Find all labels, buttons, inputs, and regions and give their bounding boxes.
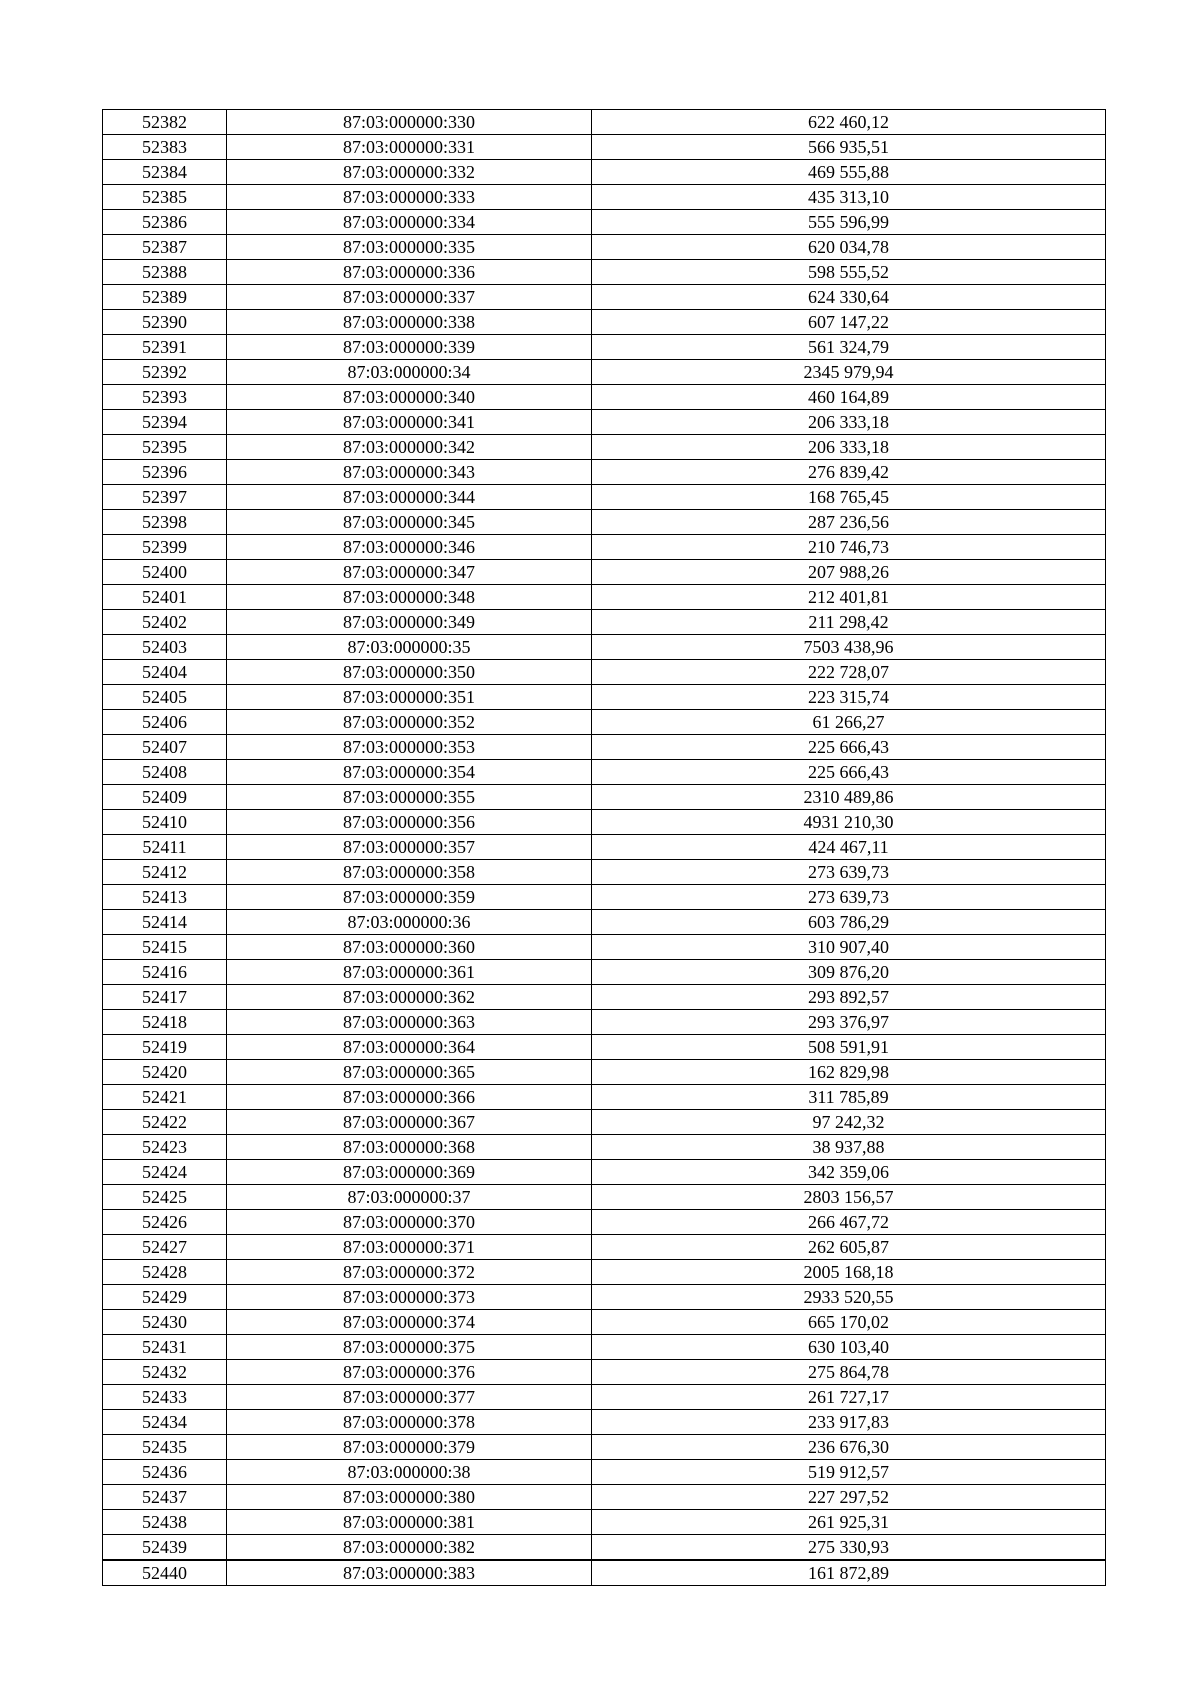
cadastral-number-cell: 87:03:000000:330 [227, 110, 592, 135]
row-number-cell: 52426 [103, 1210, 227, 1235]
value-cell: 4931 210,30 [592, 810, 1106, 835]
row-number-cell: 52409 [103, 785, 227, 810]
table-row [103, 1210, 1106, 1235]
cadastral-number-cell: 87:03:000000:354 [227, 760, 592, 785]
value-cell: 293 892,57 [592, 985, 1106, 1010]
row-number-cell: 52431 [103, 1335, 227, 1360]
table-row [103, 710, 1106, 735]
table-row [103, 1310, 1106, 1335]
row-number-cell: 52432 [103, 1360, 227, 1385]
row-number-cell: 52397 [103, 485, 227, 510]
table-row [103, 160, 1106, 185]
table-row [103, 1035, 1106, 1060]
cadastral-number-cell: 87:03:000000:362 [227, 985, 592, 1010]
value-cell: 630 103,40 [592, 1335, 1106, 1360]
row-number-cell: 52391 [103, 335, 227, 360]
row-number-cell: 52401 [103, 585, 227, 610]
value-cell: 2933 520,55 [592, 1285, 1106, 1310]
value-cell: 2803 156,57 [592, 1185, 1106, 1210]
value-cell: 206 333,18 [592, 435, 1106, 460]
row-number-cell: 52436 [103, 1460, 227, 1485]
row-number-cell: 52423 [103, 1135, 227, 1160]
cadastral-number-cell: 87:03:000000:333 [227, 185, 592, 210]
table-row [103, 1535, 1106, 1561]
table-row [103, 760, 1106, 785]
cadastral-value-table [102, 109, 1106, 1586]
value-cell: 275 330,93 [592, 1535, 1106, 1561]
cadastral-number-cell: 87:03:000000:347 [227, 560, 592, 585]
value-cell: 555 596,99 [592, 210, 1106, 235]
table-row [103, 735, 1106, 760]
row-number-cell: 52418 [103, 1010, 227, 1035]
value-cell: 212 401,81 [592, 585, 1106, 610]
cadastral-number-cell: 87:03:000000:379 [227, 1435, 592, 1460]
cadastral-number-cell: 87:03:000000:378 [227, 1410, 592, 1435]
table-row [103, 985, 1106, 1010]
table-row [103, 185, 1106, 210]
row-number-cell: 52421 [103, 1085, 227, 1110]
cadastral-number-cell: 87:03:000000:355 [227, 785, 592, 810]
table-row [103, 1235, 1106, 1260]
table-row [103, 485, 1106, 510]
cadastral-number-cell: 87:03:000000:35 [227, 635, 592, 660]
table-row [103, 660, 1106, 685]
table-row [103, 385, 1106, 410]
row-number-cell: 52438 [103, 1510, 227, 1535]
value-cell: 607 147,22 [592, 310, 1106, 335]
table-row [103, 1560, 1106, 1586]
value-cell: 624 330,64 [592, 285, 1106, 310]
row-number-cell: 52419 [103, 1035, 227, 1060]
table-row [103, 510, 1106, 535]
value-cell: 207 988,26 [592, 560, 1106, 585]
cadastral-number-cell: 87:03:000000:348 [227, 585, 592, 610]
cadastral-number-cell: 87:03:000000:374 [227, 1310, 592, 1335]
cadastral-number-cell: 87:03:000000:338 [227, 310, 592, 335]
value-cell: 210 746,73 [592, 535, 1106, 560]
cadastral-number-cell: 87:03:000000:363 [227, 1010, 592, 1035]
row-number-cell: 52389 [103, 285, 227, 310]
row-number-cell: 52440 [103, 1560, 227, 1586]
row-number-cell: 52394 [103, 410, 227, 435]
table-row [103, 435, 1106, 460]
cadastral-number-cell: 87:03:000000:361 [227, 960, 592, 985]
value-cell: 519 912,57 [592, 1460, 1106, 1485]
value-cell: 469 555,88 [592, 160, 1106, 185]
table-row [103, 535, 1106, 560]
value-cell: 435 313,10 [592, 185, 1106, 210]
cadastral-number-cell: 87:03:000000:350 [227, 660, 592, 685]
row-number-cell: 52390 [103, 310, 227, 335]
cadastral-number-cell: 87:03:000000:375 [227, 1335, 592, 1360]
row-number-cell: 52425 [103, 1185, 227, 1210]
row-number-cell: 52408 [103, 760, 227, 785]
cadastral-number-cell: 87:03:000000:366 [227, 1085, 592, 1110]
value-cell: 275 864,78 [592, 1360, 1106, 1385]
cadastral-number-cell: 87:03:000000:38 [227, 1460, 592, 1485]
table-row [103, 1485, 1106, 1510]
cadastral-number-cell: 87:03:000000:335 [227, 235, 592, 260]
cadastral-number-cell: 87:03:000000:340 [227, 385, 592, 410]
value-cell: 566 935,51 [592, 135, 1106, 160]
value-cell: 622 460,12 [592, 110, 1106, 135]
table-row [103, 1435, 1106, 1460]
value-cell: 309 876,20 [592, 960, 1106, 985]
value-cell: 424 467,11 [592, 835, 1106, 860]
value-cell: 38 937,88 [592, 1135, 1106, 1160]
table-row [103, 1410, 1106, 1435]
row-number-cell: 52412 [103, 860, 227, 885]
row-number-cell: 52413 [103, 885, 227, 910]
table-body [103, 110, 1106, 1586]
table-row [103, 610, 1106, 635]
value-cell: 162 829,98 [592, 1060, 1106, 1085]
table-row [103, 310, 1106, 335]
row-number-cell: 52404 [103, 660, 227, 685]
row-number-cell: 52424 [103, 1160, 227, 1185]
cadastral-number-cell: 87:03:000000:367 [227, 1110, 592, 1135]
table-row [103, 1135, 1106, 1160]
row-number-cell: 52402 [103, 610, 227, 635]
cadastral-number-cell: 87:03:000000:371 [227, 1235, 592, 1260]
cadastral-number-cell: 87:03:000000:343 [227, 460, 592, 485]
cadastral-number-cell: 87:03:000000:346 [227, 535, 592, 560]
cadastral-number-cell: 87:03:000000:353 [227, 735, 592, 760]
cadastral-number-cell: 87:03:000000:381 [227, 1510, 592, 1535]
row-number-cell: 52407 [103, 735, 227, 760]
cadastral-number-cell: 87:03:000000:337 [227, 285, 592, 310]
cadastral-number-cell: 87:03:000000:352 [227, 710, 592, 735]
value-cell: 261 925,31 [592, 1510, 1106, 1535]
row-number-cell: 52388 [103, 260, 227, 285]
row-number-cell: 52392 [103, 360, 227, 385]
cadastral-number-cell: 87:03:000000:359 [227, 885, 592, 910]
table-row [103, 835, 1106, 860]
cadastral-number-cell: 87:03:000000:341 [227, 410, 592, 435]
value-cell: 603 786,29 [592, 910, 1106, 935]
table-row [103, 110, 1106, 135]
table-row [103, 410, 1106, 435]
table-row [103, 1085, 1106, 1110]
cadastral-number-cell: 87:03:000000:369 [227, 1160, 592, 1185]
table-row [103, 810, 1106, 835]
cadastral-number-cell: 87:03:000000:34 [227, 360, 592, 385]
row-number-cell: 52383 [103, 135, 227, 160]
value-cell: 342 359,06 [592, 1160, 1106, 1185]
row-number-cell: 52384 [103, 160, 227, 185]
value-cell: 61 266,27 [592, 710, 1106, 735]
row-number-cell: 52427 [103, 1235, 227, 1260]
table-row [103, 560, 1106, 585]
table-row [103, 285, 1106, 310]
cadastral-number-cell: 87:03:000000:383 [227, 1560, 592, 1586]
table-row [103, 1010, 1106, 1035]
value-cell: 97 242,32 [592, 1110, 1106, 1135]
cadastral-number-cell: 87:03:000000:344 [227, 485, 592, 510]
table-row [103, 210, 1106, 235]
value-cell: 598 555,52 [592, 260, 1106, 285]
row-number-cell: 52405 [103, 685, 227, 710]
cadastral-number-cell: 87:03:000000:368 [227, 1135, 592, 1160]
value-cell: 310 907,40 [592, 935, 1106, 960]
value-cell: 223 315,74 [592, 685, 1106, 710]
value-cell: 261 727,17 [592, 1385, 1106, 1410]
table-row [103, 335, 1106, 360]
cadastral-number-cell: 87:03:000000:36 [227, 910, 592, 935]
cadastral-number-cell: 87:03:000000:376 [227, 1360, 592, 1385]
row-number-cell: 52437 [103, 1485, 227, 1510]
value-cell: 262 605,87 [592, 1235, 1106, 1260]
value-cell: 7503 438,96 [592, 635, 1106, 660]
row-number-cell: 52382 [103, 110, 227, 135]
cadastral-number-cell: 87:03:000000:334 [227, 210, 592, 235]
table-row [103, 260, 1106, 285]
value-cell: 287 236,56 [592, 510, 1106, 535]
value-cell: 276 839,42 [592, 460, 1106, 485]
table-row [103, 1060, 1106, 1085]
cadastral-number-cell: 87:03:000000:339 [227, 335, 592, 360]
row-number-cell: 52435 [103, 1435, 227, 1460]
cadastral-number-cell: 87:03:000000:357 [227, 835, 592, 860]
row-number-cell: 52434 [103, 1410, 227, 1435]
cadastral-number-cell: 87:03:000000:373 [227, 1285, 592, 1310]
table-row [103, 1335, 1106, 1360]
value-cell: 266 467,72 [592, 1210, 1106, 1235]
table-row [103, 910, 1106, 935]
table-row [103, 1260, 1106, 1285]
row-number-cell: 52415 [103, 935, 227, 960]
value-cell: 236 676,30 [592, 1435, 1106, 1460]
cadastral-number-cell: 87:03:000000:336 [227, 260, 592, 285]
value-cell: 161 872,89 [592, 1560, 1106, 1586]
row-number-cell: 52414 [103, 910, 227, 935]
table-row [103, 135, 1106, 160]
table-row [103, 1460, 1106, 1485]
cadastral-number-cell: 87:03:000000:349 [227, 610, 592, 635]
value-cell: 211 298,42 [592, 610, 1106, 635]
table-row [103, 1360, 1106, 1385]
table-row [103, 935, 1106, 960]
table-row [103, 635, 1106, 660]
value-cell: 168 765,45 [592, 485, 1106, 510]
row-number-cell: 52433 [103, 1385, 227, 1410]
value-cell: 2005 168,18 [592, 1260, 1106, 1285]
value-cell: 233 917,83 [592, 1410, 1106, 1435]
table-row [103, 1385, 1106, 1410]
cadastral-number-cell: 87:03:000000:380 [227, 1485, 592, 1510]
row-number-cell: 52416 [103, 960, 227, 985]
value-cell: 620 034,78 [592, 235, 1106, 260]
value-cell: 273 639,73 [592, 860, 1106, 885]
cadastral-number-cell: 87:03:000000:377 [227, 1385, 592, 1410]
cadastral-number-cell: 87:03:000000:365 [227, 1060, 592, 1085]
cadastral-number-cell: 87:03:000000:364 [227, 1035, 592, 1060]
table-row [103, 960, 1106, 985]
cadastral-number-cell: 87:03:000000:37 [227, 1185, 592, 1210]
table-row [103, 1160, 1106, 1185]
table-row [103, 1110, 1106, 1135]
value-cell: 311 785,89 [592, 1085, 1106, 1110]
cadastral-number-cell: 87:03:000000:360 [227, 935, 592, 960]
value-cell: 2310 489,86 [592, 785, 1106, 810]
table-row [103, 235, 1106, 260]
row-number-cell: 52429 [103, 1285, 227, 1310]
cadastral-number-cell: 87:03:000000:370 [227, 1210, 592, 1235]
row-number-cell: 52411 [103, 835, 227, 860]
row-number-cell: 52399 [103, 535, 227, 560]
cadastral-number-cell: 87:03:000000:351 [227, 685, 592, 710]
row-number-cell: 52420 [103, 1060, 227, 1085]
value-cell: 2345 979,94 [592, 360, 1106, 385]
value-cell: 561 324,79 [592, 335, 1106, 360]
row-number-cell: 52417 [103, 985, 227, 1010]
row-number-cell: 52385 [103, 185, 227, 210]
cadastral-number-cell: 87:03:000000:356 [227, 810, 592, 835]
value-cell: 273 639,73 [592, 885, 1106, 910]
cadastral-number-cell: 87:03:000000:382 [227, 1535, 592, 1561]
row-number-cell: 52428 [103, 1260, 227, 1285]
cadastral-number-cell: 87:03:000000:331 [227, 135, 592, 160]
value-cell: 222 728,07 [592, 660, 1106, 685]
table-row [103, 360, 1106, 385]
row-number-cell: 52400 [103, 560, 227, 585]
value-cell: 293 376,97 [592, 1010, 1106, 1035]
value-cell: 206 333,18 [592, 410, 1106, 435]
row-number-cell: 52430 [103, 1310, 227, 1335]
cadastral-number-cell: 87:03:000000:345 [227, 510, 592, 535]
row-number-cell: 52422 [103, 1110, 227, 1135]
row-number-cell: 52398 [103, 510, 227, 535]
cadastral-number-cell: 87:03:000000:358 [227, 860, 592, 885]
table-row [103, 1185, 1106, 1210]
row-number-cell: 52386 [103, 210, 227, 235]
table-row [103, 885, 1106, 910]
row-number-cell: 52403 [103, 635, 227, 660]
row-number-cell: 52439 [103, 1535, 227, 1561]
cadastral-number-cell: 87:03:000000:332 [227, 160, 592, 185]
value-cell: 227 297,52 [592, 1485, 1106, 1510]
row-number-cell: 52393 [103, 385, 227, 410]
table-row [103, 1285, 1106, 1310]
row-number-cell: 52410 [103, 810, 227, 835]
row-number-cell: 52396 [103, 460, 227, 485]
table-row [103, 685, 1106, 710]
cadastral-number-cell: 87:03:000000:372 [227, 1260, 592, 1285]
table-row [103, 585, 1106, 610]
value-cell: 225 666,43 [592, 735, 1106, 760]
row-number-cell: 52387 [103, 235, 227, 260]
table-row [103, 785, 1106, 810]
table-row [103, 460, 1106, 485]
value-cell: 460 164,89 [592, 385, 1106, 410]
row-number-cell: 52395 [103, 435, 227, 460]
table-row [103, 860, 1106, 885]
row-number-cell: 52406 [103, 710, 227, 735]
value-cell: 665 170,02 [592, 1310, 1106, 1335]
value-cell: 225 666,43 [592, 760, 1106, 785]
cadastral-number-cell: 87:03:000000:342 [227, 435, 592, 460]
value-cell: 508 591,91 [592, 1035, 1106, 1060]
table-row [103, 1510, 1106, 1535]
